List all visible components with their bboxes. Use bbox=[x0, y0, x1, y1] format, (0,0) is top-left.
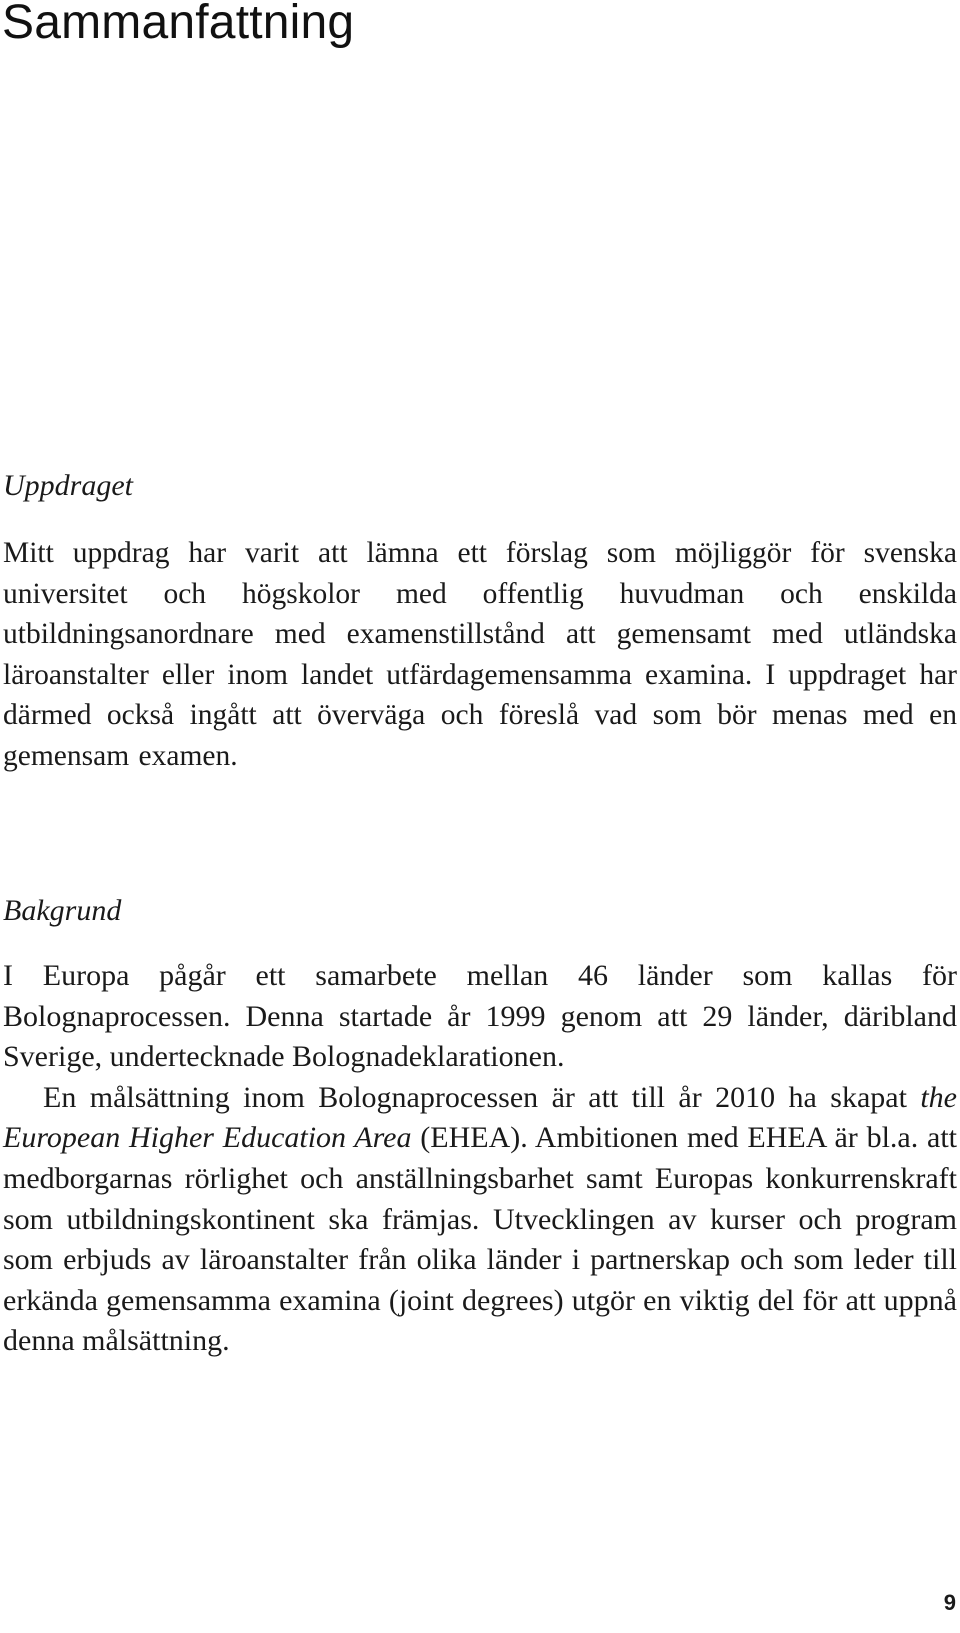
uppdraget-paragraph: Mitt uppdrag har varit att lämna ett förslag som möjliggör för svenska universitet och högskolor med offentlig huvudman och enskilda utbildningsanordnare med examenstillstånd att gemensamt med utländska läroanstalter eller inom landet utfärdagemensamma examina. I uppdraget har därmed också ingått att överväga och föreslå vad som bör menas med en gemensam examen. bbox=[3, 537, 957, 772]
ehea-emphasis: the European Higher Education Area bbox=[3, 1080, 957, 1155]
bakgrund-paragraph-2-end: (EHEA). Ambitionen med EHEA är bl.a. att medborgarnas rörlighet och anställningsbarhet samt Europas konkurrenskraft som utbildningskontinent ska främjas. Utvecklingen av kurser och program som erbjuds av läroanstalter från olika länder i partnerskap och som leder till erkända gemensamma examina (joint degrees) utgör en viktig del för att uppnå denna målsättning. bbox=[3, 1121, 957, 1358]
bakgrund-paragraph-1: I Europa pågår ett samarbete mellan 46 länder som kallas för Bolognaprocessen. Denna startade år 1999 genom att 29 länder, däribland Sverige, undertecknade Bolognadeklarationen. bbox=[3, 959, 957, 1074]
section-heading-bakgrund: Bakgrund bbox=[3, 894, 122, 927]
section-heading-uppdraget: Uppdraget bbox=[3, 469, 133, 502]
bakgrund-paragraph-2-start: En målsättning inom Bolognaprocessen är att till år 2010 ha skapat bbox=[43, 1080, 921, 1114]
page-number: 9 bbox=[943, 1590, 956, 1615]
bakgrund-text bbox=[3, 956, 957, 1362]
page-title: Sammanfattning bbox=[2, 0, 355, 49]
